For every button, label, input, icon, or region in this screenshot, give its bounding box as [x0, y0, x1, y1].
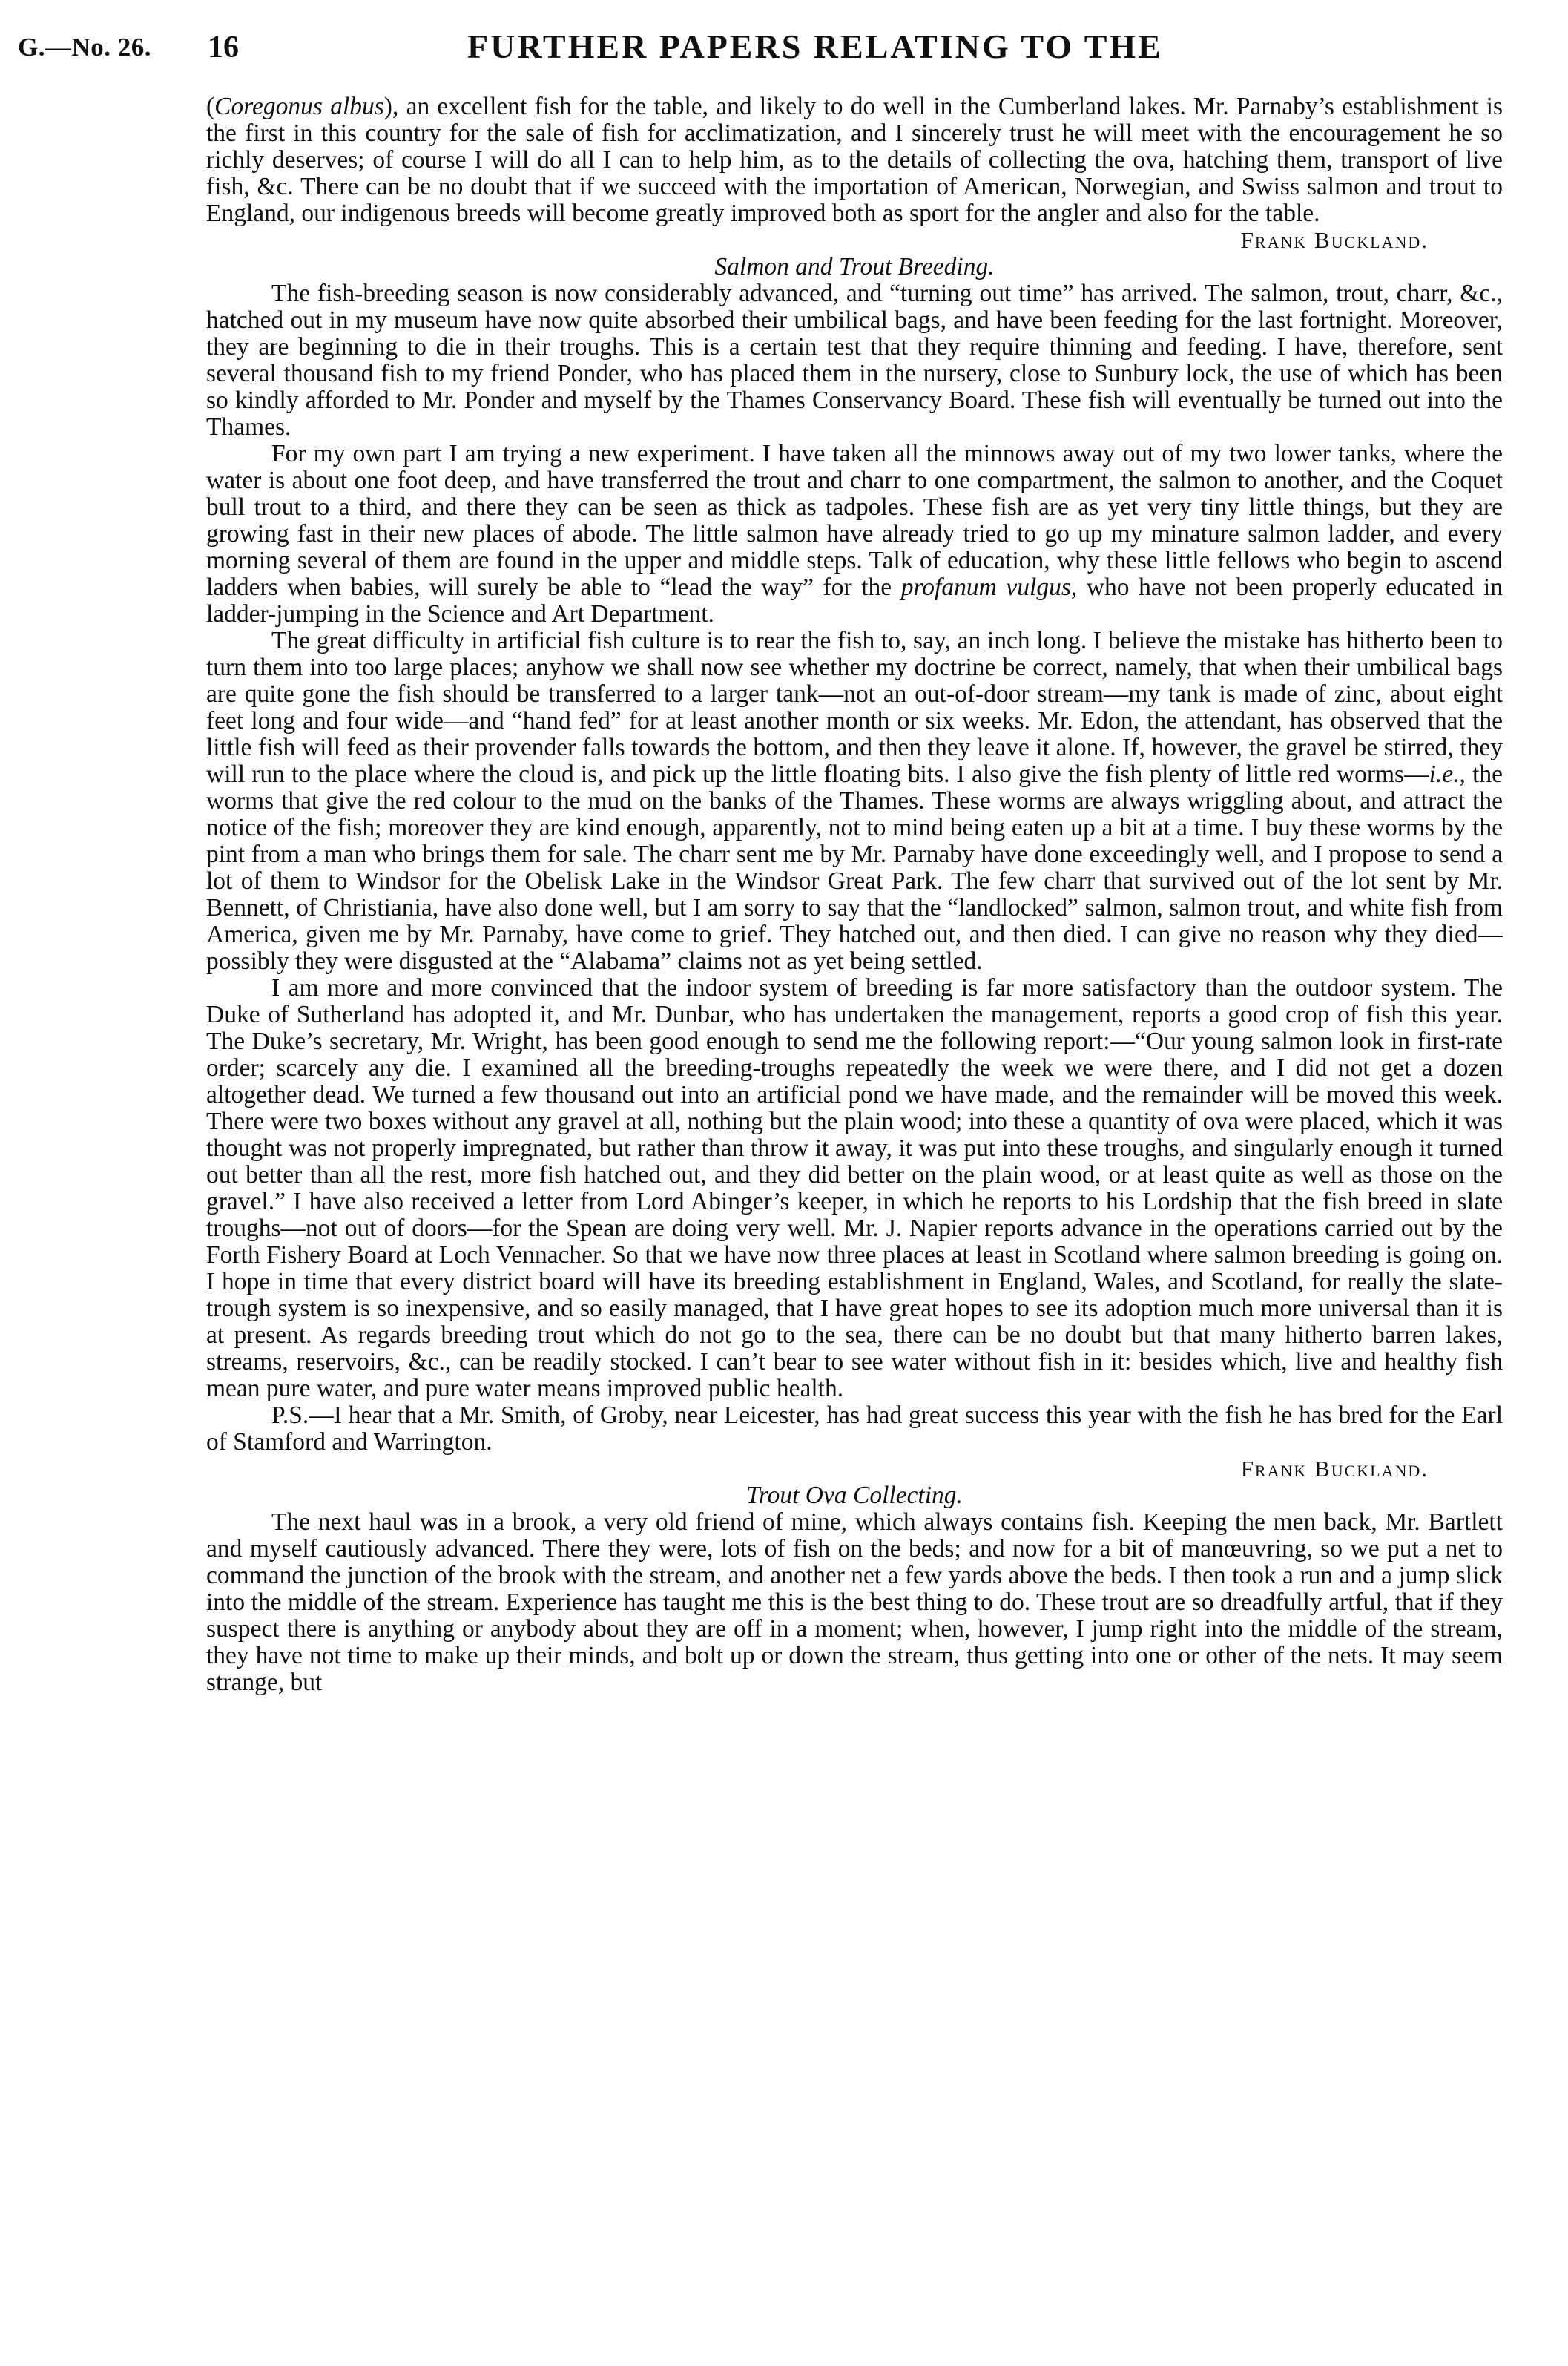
latin-phrase: profanum vulgus	[900, 574, 1071, 601]
running-head	[0, 27, 1568, 71]
paragraph-text: For my own part I am trying a new experiment. I have taken all the minnows away out of my two lower tanks, where the water is about one foot deep, and have transferred the trout and charr to one compartment, the salmon to another, and the Coquet bull trout to a third, and there they can be seen as thick as tadpoles. These fish are as yet very tiny little things, but they are growing fast in their new places of abode. The little salmon have already tried to go up my minature salmon ladder, and every morning several of them are found in the upper and middle steps. Talk of education, why these little fellows who begin to ascend ladders when babies, will surely be able to “lead the way” for the	[206, 440, 1503, 601]
species-name: Coregonus albus	[214, 93, 384, 120]
paragraph-indoor-system: I am more and more convinced that the indoor system of breeding is far more satisfactory than the outdoor system. The Duke of Sutherland has adopted it, and Mr. Dunbar, who has undertaken the management, reports a good crop of fish this year. The Duke’s secretary, Mr. Wright, has been good enough to send me the following report:—“Our young salmon look in first-rate order; scarcely any die. I examined all the breeding-troughs repeatedly the week we were there, and I did not get a dozen altogether dead. We turned a few thousand out into an artificial pond we have made, and the remainder will be moved this week. There were two boxes without any gravel at all, nothing but the plain wood; into these a quantity of ova were placed, which it was thought was not properly impregnated, but rather than throw it away, it was put into these troughs, and singularly enough it turned out better than all the rest, more fish hatched out, and they did better on the plain wood, or at least quite as well as those on the gravel.” I have also received a letter from Lord Abinger’s keeper, in which he reports to his Lordship that the fish breed in slate troughs—not out of doors—for the Spean are doing very well. Mr. J. Napier reports advance in the operations carried out by the Forth Fishery Board at Loch Vennacher. So that we have now three places at least in Scotland where salmon breeding is going on. I hope in time that every district board will have its breeding establishment in England, Wales, and Scotland, for really the slate-trough system is so inexpensive, and so easily managed, that I have great hopes to see its adoption much more universal than it is at present. As regards breeding trout which do not go to the sea, there can be no doubt but that many hitherto barren lakes, streams, reservoirs, &c., can be readily stocked. I can’t bear to see water without fish in it: besides which, live and healthy fish mean pure water, and pure water means improved public health.	[206, 974, 1503, 1402]
paragraph-turning-out-time: The fish-breeding season is now considerably advanced, and “turning out time” has arrived. The salmon, trout, charr, &c., hatched out in my museum have now quite absorbed their umbilical bags, and have been feeding for the last fortnight. Moreover, they are beginning to die in their troughs. This is a certain test that they require thinning and feeding. I have, therefore, sent several thousand fish to my friend Ponder, who has placed them in the nursery, close to Sunbury lock, the use of which has been so kindly afforded to Mr. Ponder and myself by the Thames Conservancy Board. These fish will eventually be turned out into the Thames.	[206, 280, 1503, 441]
signature-intro: Frank Buckland.	[1240, 227, 1429, 253]
running-title: FURTHER PAPERS RELATING TO THE	[467, 27, 1163, 65]
section-heading-salmon-trout-breeding: Salmon and Trout Breeding.	[714, 253, 995, 280]
abbreviation-ie: i.e.	[1429, 760, 1460, 788]
page-number: 16	[208, 30, 239, 65]
intro-text: ), an excellent fish for the table, and likely to do well in the Cumberland lakes. Mr. Parnaby’s establishment is the first in this country for the sale of fish for acclimatization, and I sincerely trust he will meet with the encouragement he so richly deserves; of course I will do all I can to help him, as to the details of collecting the ova, hatching them, transport of live fish, &c. There can be no doubt that if we succeed with the importation of American, Norwegian, and Swiss salmon and trout to England, our indigenous breeds will become greatly improved both as sport for the angler and also for the table.	[206, 93, 1503, 227]
paragraph-text: The great difficulty in artificial fish culture is to rear the fish to, say, an inch long. I believe the mistake has hitherto been to turn them into too large places; anyhow we shall now see whether my doctrine be correct, namely, that when their umbilical bags are quite gone the fish should be transferred to a larger tank—not an out-of-door stream—my tank is made of zinc, about eight feet long and four wide—and “hand fed” for at least another month or six weeks. Mr. Edon, the attendant, has observed that the little fish will feed as their provender falls towards the bottom, and then they leave it alone. If, however, the gravel be stirred, they will run to the place where the cloud is, and pick up the little floating bits. I also give the fish plenty of little red worms—	[206, 627, 1503, 788]
paragraph-new-experiment	[206, 441, 1503, 628]
paragraph-text: , who have not been properly educated in ladder-jumping in the Science and Art Department.	[206, 574, 1503, 628]
paragraph-text: , the worms that give the red colour to the mud on the banks of the Thames. These worms are always wriggling about, and attract the notice of the fish; moreover they are kind enough, apparently, not to mind being eaten up a bit at a time. I buy these worms by the pint from a man who brings them for sale. The charr sent me by Mr. Parnaby have done exceedingly well, and I propose to send a lot of them to Windsor for the Obelisk Lake in the Windsor Great Park. The few charr that survived out of the lot sent by Mr. Bennett, of Christiania, have also done well, but I am sorry to say that the “landlocked” salmon, salmon trout, and white fish from America, given me by Mr. Parnaby, have come to grief. They hatched out, and then died. I can give no reason why they died—possibly they were disgusted at the “Alabama” claims not as yet being settled.	[206, 760, 1503, 975]
paragraph-next-haul: The next haul was in a brook, a very old friend of mine, which always contains fish. Keeping the men back, Mr. Bartlett and myself cautiously advanced. There they were, lots of fish on the beds; and now for a bit of manœuvring, so we put a net to command the junction of the brook with the stream, and another net a few yards above the beds. I then took a run and a jump slick into the middle of the stream. Experience has taught me this is the best thing to do. These trout are so dreadfully artful, that if they suspect there is anything or anybody about they are off in a moment; when, however, I jump right into the middle of the stream, they have not time to make up their minds, and bolt up or down the stream, thus getting into one or other of the nets. It may seem strange, but	[206, 1508, 1503, 1696]
paragraph-artificial-culture	[206, 628, 1503, 975]
intro-paragraph: (Coregonus albus), an excellent fish for the table, and likely to do well in the Cumberland lakes. Mr. Parnaby’s establishment is the first in this country for the sale of fish for acclimatization, and I sincerely trust he will meet with the encouragement he so richly deserves; of course I will do all I can to help him, as to the details of collecting the ova, hatching them, transport of live fish, &c. There can be no doubt that if we succeed with the importation of American, Norwegian, and Swiss salmon and trout to England, our indigenous breeds will become greatly improved both as sport for the angler and also for the table.	[206, 93, 1503, 227]
body-text	[206, 93, 1503, 1696]
signature-breeding: Frank Buckland.	[1240, 1456, 1429, 1482]
document-number: G.—No. 26.	[18, 33, 151, 62]
paragraph-postscript: P.S.—I hear that a Mr. Smith, of Groby, near Leicester, has had great success this year with the fish he has bred for the Earl of Stamford and Warrington.	[206, 1401, 1503, 1456]
section-heading-trout-ova-collecting: Trout Ova Collecting.	[746, 1482, 963, 1509]
